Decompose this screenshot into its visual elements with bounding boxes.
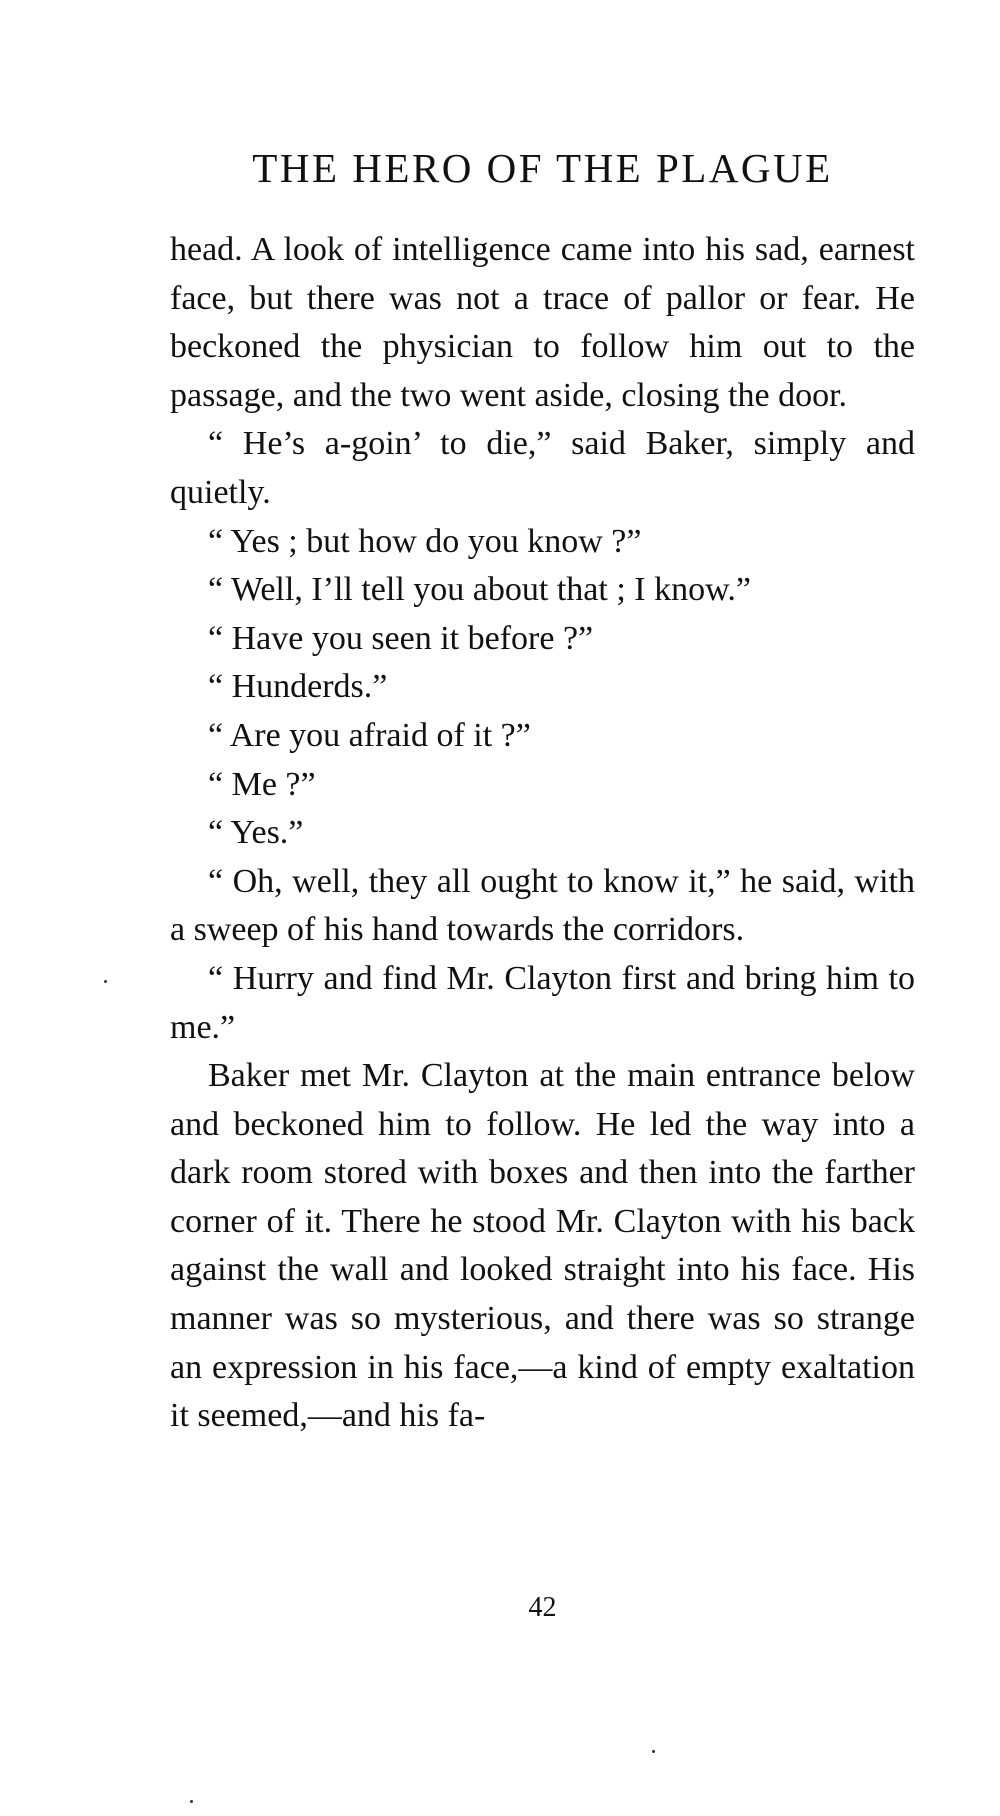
- paper-speck: [652, 1750, 655, 1753]
- paragraph: “ Hurry and find Mr. Clayton first and bring him to me.”: [170, 959, 915, 1046]
- running-title: THE HERO OF THE PLAGUE: [252, 145, 833, 191]
- body-text: [170, 226, 915, 1441]
- page-number: 42: [528, 1592, 557, 1623]
- paragraph: “ Oh, well, they all ought to know it,” he said, with a sweep of his hand towards the corridors.: [170, 862, 915, 949]
- paper-speck: [190, 1800, 193, 1803]
- paragraph: “ Have you seen it before ?”: [208, 619, 594, 657]
- paragraph: “ Well, I’ll tell you about that ; I know.”: [208, 571, 752, 609]
- paragraph: “ He’s a-goin’ to die,” said Baker, simply and quietly.: [170, 425, 915, 511]
- paragraph: “ Yes.”: [208, 814, 304, 852]
- paragraph: “ Yes ; but how do you know ?”: [208, 522, 642, 560]
- paragraph: “ Are you afraid of it ?”: [208, 716, 531, 754]
- paper-speck: [104, 980, 107, 983]
- paragraph: Baker met Mr. Clayton at the main entrance below and beckoned him to follow. He led the way into a dark room stored with boxes and then into the farther corner of it. There he stood Mr. Clayton with his back against the wall and looked straight into his face. His manner was so mysterious, and there was so strange an expression in his face,—a kind of empty exaltation it seemed,—and his fa-: [170, 1057, 915, 1435]
- paragraph: “ Hunderds.”: [208, 668, 388, 706]
- paragraph: “ Me ?”: [208, 765, 316, 803]
- paragraph: head. A look of intelligence came into his sad, earnest face, but there was not a trace of pallor or fear. He beckoned the physician to follow him out to the passage, and the two went aside, closing the door.: [170, 231, 915, 414]
